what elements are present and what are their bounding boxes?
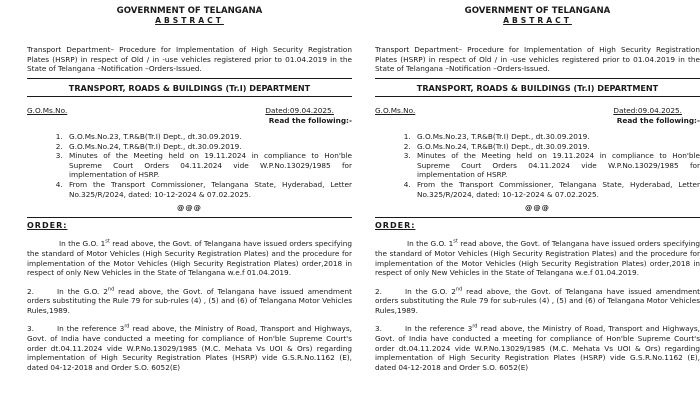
gov-title: GOVERNMENT OF TELANGANA	[464, 6, 611, 16]
reference-list	[375, 132, 700, 199]
separator: @@@	[525, 203, 550, 213]
paragraph-1: In the G.O. 1st read above, the Govt. of Telangana have issued orders specifying the standard of Motor Vehicles (High Security Registration Plates) and the procedure for implementation of the Motor Vehicles (High Security Registration Plates) order,2018 in respect of only New Vehicles in the State of Telangana w.e.f 01.04.2019.	[375, 238, 700, 278]
department-title: TRANSPORT, ROADS & BUILDINGS (Tr.I) DEPARTMENT	[68, 82, 311, 93]
divider	[27, 217, 352, 218]
divider	[375, 217, 700, 218]
paragraph-3: 3. In the reference 3rd read above, the Ministry of Road, Transport and Highways, Govt. of India have conducted a meeting for compliance of Hon'ble Supreme Court's order dt.04.11.2024 vide W.P.No.13029/1985 (M.C. Mehata Vs UOI & Ors) regarding implementation of High Security Registration Plates (HSRP) vide G.S.R.No.1162 (E), dated 04-12-2018 and Order S.O. 6052(E)	[27, 324, 352, 372]
divider	[375, 96, 700, 97]
paragraph-3: 3. In the reference 3rd read above, the Ministry of Road, Transport and Highways, Govt. of India have conducted a meeting for compliance of Hon'ble Supreme Court's order dt.04.11.2024 vide W.P.No.13029/1985 (M.C. Mehata Vs UOI & Ors) regarding implementation of High Security Registration Plates (HSRP) vide G.S.R.No.1162 (E), dated 04-12-2018 and Order S.O. 6052(E)	[375, 324, 700, 372]
divider	[27, 78, 352, 79]
go-number: G.O.Ms.No.	[27, 106, 68, 116]
list-item: 3. Minutes of the Meeting held on 19.11.2024 in compliance to Hon'ble Supreme Court Orders 04.11.2024 vide W.P.No.13029/1985 for implementation of HSRP.	[413, 151, 700, 180]
order-heading: ORDER:	[375, 220, 416, 230]
list-item: 1. G.O.Ms.No.23, T.R&B(Tr.I) Dept., dt.30.09.2019.	[65, 132, 352, 142]
list-item: 2. G.O.Ms.No.24, T.R&B(Tr.I) Dept., dt.30.09.2019.	[413, 142, 700, 152]
subject-text: Transport Department– Procedure for Implementation of High Security Registration Plates (HSRP) in respect of Old / in -use vehicles registered prior to 01.04.2019 in the State of Telangana –Notification –Orders-Issued.	[375, 45, 700, 74]
document-left	[27, 0, 352, 420]
separator: @@@	[177, 203, 202, 213]
abstract-title: ABSTRACT	[155, 16, 224, 25]
paragraph-2: 2. In the G.O. 2nd read above, the Govt. of Telangana have issued amendment orders substituting the Rule 79 for sub-rules (4) , (5) and (6) of Telangana Motor Vehicles Rules,1989.	[375, 286, 700, 315]
department-title: TRANSPORT, ROADS & BUILDINGS (Tr.I) DEPARTMENT	[416, 82, 659, 93]
list-item: 2. G.O.Ms.No.24, T.R&B(Tr.I) Dept., dt.30.09.2019.	[65, 142, 352, 152]
read-following: Read the following:-	[616, 116, 700, 126]
go-row	[27, 106, 352, 116]
gov-title: GOVERNMENT OF TELANGANA	[116, 6, 263, 16]
go-row	[375, 106, 700, 116]
document-right	[375, 0, 700, 420]
go-number: G.O.Ms.No.	[375, 106, 416, 116]
dated: Dated:09.04.2025.	[613, 106, 682, 116]
subject-text: Transport Department– Procedure for Implementation of High Security Registration Plates (HSRP) in respect of Old / in -use vehicles registered prior to 01.04.2019 in the State of Telangana –Notification –Orders-Issued.	[27, 45, 352, 74]
abstract-title: ABSTRACT	[503, 16, 572, 25]
dated: Dated:09.04.2025.	[265, 106, 334, 116]
divider	[375, 78, 700, 79]
list-item: 4. From the Transport Commissioner, Telangana State, Hyderabad, Letter No.325/R/2024, dated: 10-12-2024 & 07.02.2025.	[65, 180, 352, 199]
list-item: 1. G.O.Ms.No.23, T.R&B(Tr.I) Dept., dt.30.09.2019.	[413, 132, 700, 142]
list-item: 4. From the Transport Commissioner, Telangana State, Hyderabad, Letter No.325/R/2024, dated: 10-12-2024 & 07.02.2025.	[413, 180, 700, 199]
divider	[27, 96, 352, 97]
paragraph-2: 2. In the G.O. 2nd read above, the Govt. of Telangana have issued amendment orders substituting the Rule 79 for sub-rules (4) , (5) and (6) of Telangana Motor Vehicles Rules,1989.	[27, 286, 352, 315]
read-following: Read the following:-	[268, 116, 352, 126]
reference-list	[27, 132, 352, 199]
list-item: 3. Minutes of the Meeting held on 19.11.2024 in compliance to Hon'ble Supreme Court Orders 04.11.2024 vide W.P.No.13029/1985 for implementation of HSRP.	[65, 151, 352, 180]
order-heading: ORDER:	[27, 220, 68, 230]
paragraph-1: In the G.O. 1st read above, the Govt. of Telangana have issued orders specifying the standard of Motor Vehicles (High Security Registration Plates) and the procedure for implementation of the Motor Vehicles (High Security Registration Plates) order,2018 in respect of only New Vehicles in the State of Telangana w.e.f 01.04.2019.	[27, 238, 352, 278]
